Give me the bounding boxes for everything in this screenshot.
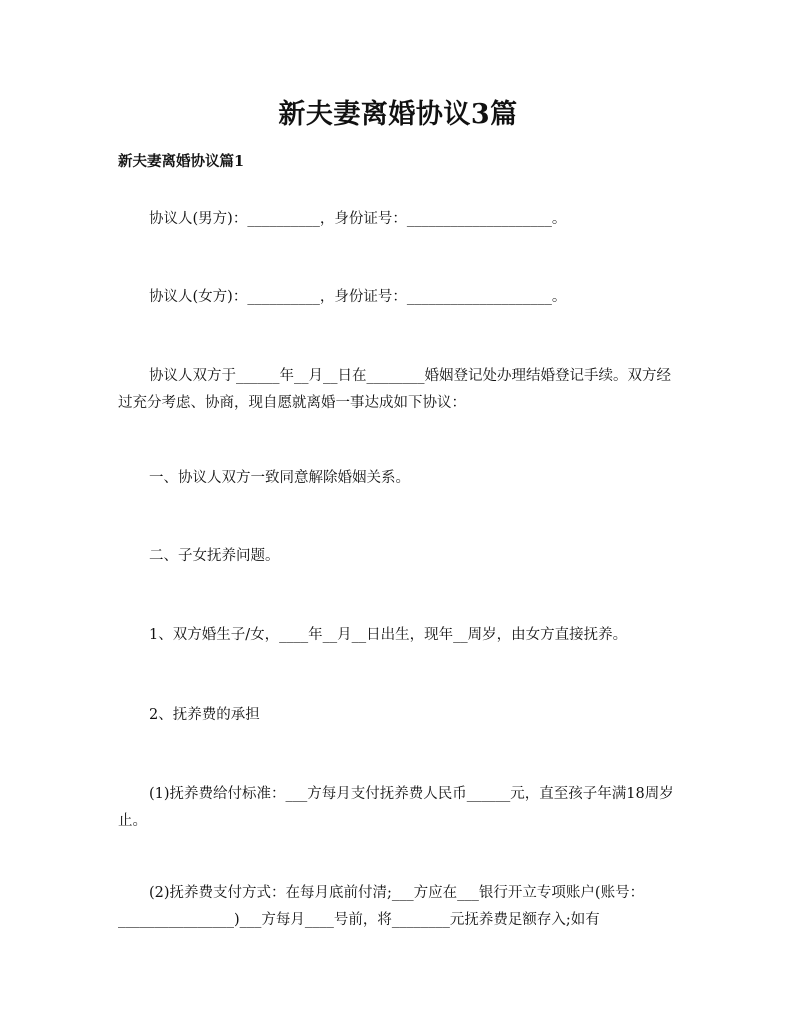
- paragraph-clause-1: 一、协议人双方一致同意解除婚姻关系。: [149, 470, 410, 486]
- paragraph-female-party: 协议人(女方)：__________，身份证号：____________________。: [149, 289, 567, 305]
- paragraph-support-costs: 2、抚养费的承担: [149, 707, 260, 723]
- paragraph-child-custody: 1、双方婚生子/女，____年__月__日出生，现年__周岁，由女方直接抚养。: [149, 627, 628, 643]
- document-title: 新夫妻离婚协议3篇: [278, 99, 518, 130]
- paragraph-clause-2: 二、子女抚养问题。: [149, 548, 280, 564]
- paragraph-marriage-registration: 协议人双方于______年__月__日在________婚姻登记处办理结婚登记手续。双方经过充分考虑、协商，现自愿就离婚一事达成如下协议：: [118, 368, 671, 411]
- paragraph-support-payment: (2)抚养费支付方式：在每月底前付清;___方应在___银行开立专项账户(账号：________________)___方每月____号前，将________元抚养费足额存入;如有: [118, 885, 645, 928]
- section-title: 新夫妻离婚协议篇1: [118, 153, 245, 170]
- paragraph-support-standard: (1)抚养费给付标准：___方每月支付抚养费人民币______元，直至孩子年满18周岁止。: [118, 786, 674, 829]
- paragraph-male-party: 协议人(男方)：__________，身份证号：____________________。: [149, 211, 567, 227]
